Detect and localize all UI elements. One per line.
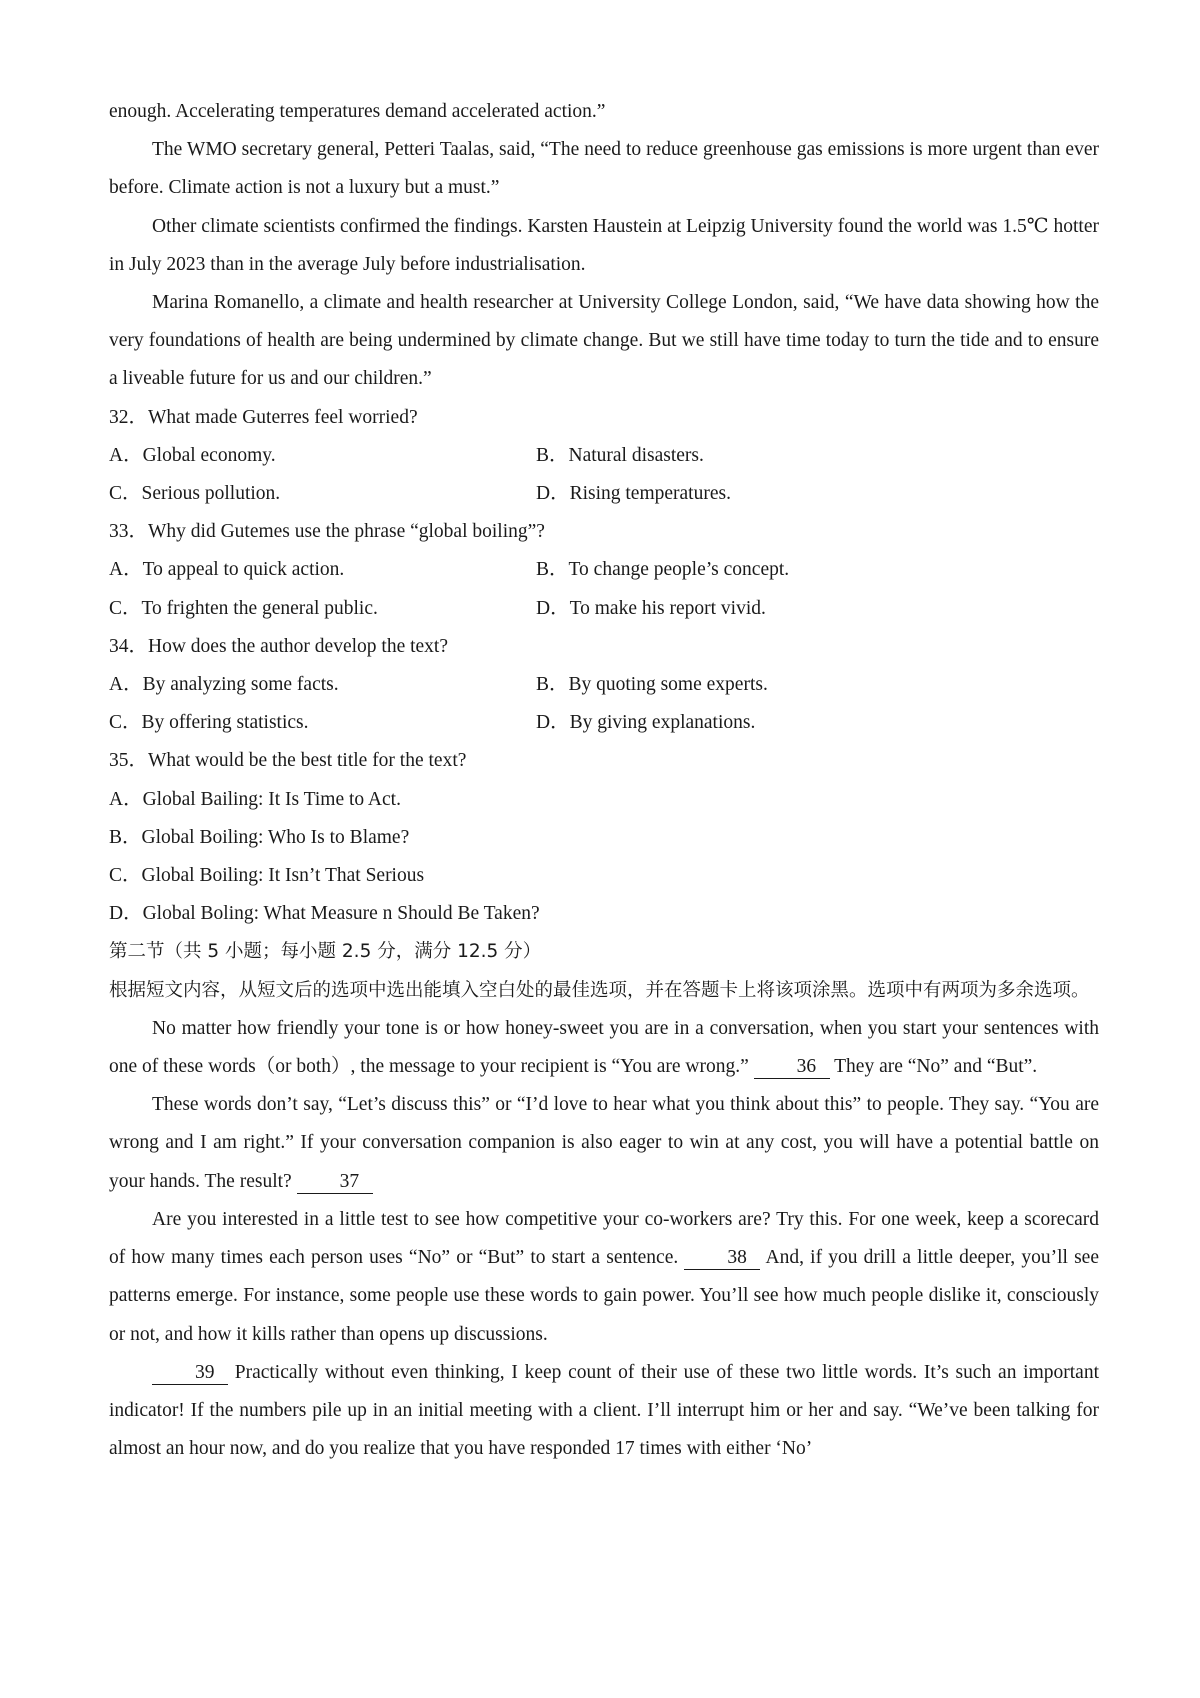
passage-paragraph-2: [109, 1086, 1099, 1201]
text-run: They are “No” and “But”.: [829, 1056, 1038, 1078]
question-stem: 35．What would be the best title for the text?: [109, 750, 467, 772]
text-run: And, if you drill a little deeper, you’ll see patterns emerge. For instance, some people use these words to gain power. You’ll see how much people dislike it, consciously or not, and how it kills rather than opens up discussions.: [109, 1247, 1099, 1345]
paragraph-taalas-quote: The WMO secretary general, Petteri Taalas, said, “The need to reduce greenhouse gas emissions is more urgent than ever before. Climate action is not a luxury but a must.”: [109, 139, 1099, 199]
option-b: B．To change people’s concept.: [536, 559, 790, 581]
blank-37: 37: [297, 1171, 373, 1194]
options-row: [109, 475, 1099, 513]
option-b: B．Natural disasters.: [536, 444, 704, 466]
options-row: [109, 666, 1099, 704]
option-a: A．Global economy.: [109, 444, 276, 466]
option-b: B．By quoting some experts.: [536, 674, 768, 696]
passage-paragraph-1: [109, 1010, 1099, 1086]
blank-38: 38: [684, 1247, 760, 1270]
question-stem: 32．What made Guterres feel worried?: [109, 406, 418, 428]
paragraph-continuation: enough. Accelerating temperatures demand accelerated action.”: [109, 101, 606, 122]
options-row: [109, 590, 1099, 628]
option-a: A．Global Bailing: It Is Time to Act.: [109, 788, 401, 810]
blank-39: 39: [152, 1362, 228, 1385]
paragraph-haustein: Other climate scientists confirmed the findings. Karsten Haustein at Leipzig University found the world was 1.5℃ hotter in July 2023 than in the average July before industrialisation.: [109, 215, 1099, 275]
option-c: C．By offering statistics.: [109, 712, 309, 734]
text-run: Are you interested in a little test to see how competitive your co-workers are? Try this. For one week, keep a scorecard of how many times each person uses “No” or “But” to start a sentence.: [109, 1208, 1099, 1269]
paragraph-romanello: Marina Romanello, a climate and health researcher at University College London, said, “We have data showing how the very foundations of health are being undermined by climate change. But we still have time today to turn the tide and to ensure a liveable future for us and our children.”: [109, 292, 1099, 390]
question-stem: 34．How does the author develop the text?: [109, 635, 448, 657]
option-a: A．By analyzing some facts.: [109, 674, 339, 696]
section-instructions: 根据短文内容，从短文后的选项中选出能填入空白处的最佳选项，并在答题卡上将该项涂黑。选项中有两项为多余选项。: [109, 979, 1090, 1001]
blank-36: 36: [754, 1056, 830, 1079]
question-stem: 33．Why did Gutemes use the phrase “global boiling”?: [109, 521, 545, 543]
text-run: Practically without even thinking, I keep count of their use of these two little words. It’s such an important indicator! If the numbers pile up in an initial meeting with a client. I’ll interrupt him or her and say. “We’ve been talking for almost an hour now, and do you realize that you have responded 17 times with either ‘No’: [109, 1361, 1099, 1460]
option-b: B．Global Boiling: Who Is to Blame?: [109, 826, 410, 848]
question-32: [109, 399, 1099, 514]
exam-page: [109, 93, 1099, 1468]
question-35: [109, 742, 1099, 933]
option-d: D．By giving explanations.: [536, 712, 756, 734]
option-c: C．Serious pollution.: [109, 483, 281, 505]
options-row: [109, 551, 1099, 589]
option-c: C．Global Boiling: It Isn’t That Serious: [109, 865, 425, 887]
passage-paragraph-4: [109, 1354, 1099, 1469]
text-run: No matter how friendly your tone is or how honey-sweet you are in a conversation, when you start your sentences with one of these words（or both）, the message to your recipient is “You are wrong.”: [109, 1017, 1099, 1078]
option-d: D．Global Boling: What Measure n Should Be Taken?: [109, 903, 540, 925]
option-d: D．To make his report vivid.: [536, 597, 766, 619]
options-row: [109, 437, 1099, 475]
options-row: [109, 704, 1099, 742]
question-34: [109, 628, 1099, 743]
question-33: [109, 513, 1099, 628]
text-run: These words don’t say, “Let’s discuss this” or “I’d love to hear what you think about this” to people. They say. “You are wrong and I am right.” If your conversation companion is also eager to win at any cost, you will have a potential battle on your hands. The result?: [109, 1094, 1099, 1192]
option-d: D．Rising temperatures.: [536, 483, 731, 505]
section-heading: 第二节（共 5 小题；每小题 2.5 分，满分 12.5 分）: [109, 941, 542, 963]
option-a: A．To appeal to quick action.: [109, 559, 345, 581]
passage-paragraph-3: [109, 1201, 1099, 1354]
option-c: C．To frighten the general public.: [109, 597, 378, 619]
